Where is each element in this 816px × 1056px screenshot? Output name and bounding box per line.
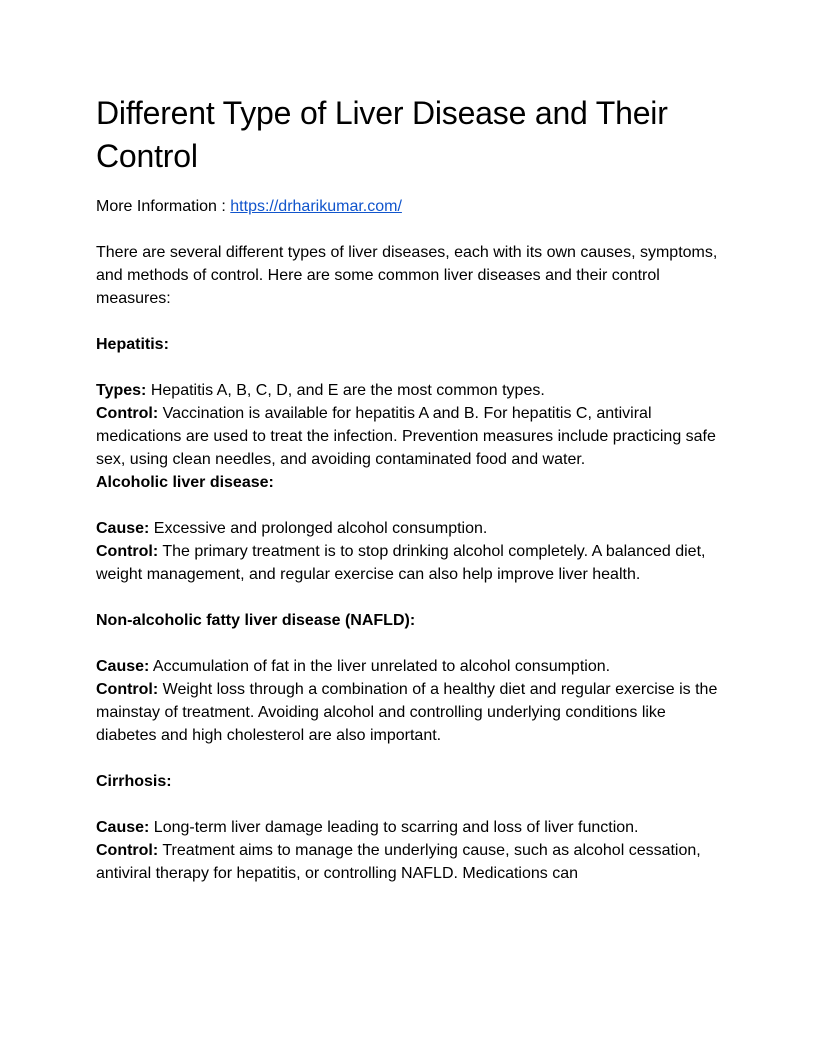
page-title: Different Type of Liver Disease and Their Control — [96, 95, 668, 174]
types-label: Types: — [96, 382, 147, 399]
alcoholic-heading: Alcoholic liver disease: — [96, 474, 274, 491]
hepatitis-heading: Hepatitis: — [96, 336, 169, 353]
hepatitis-control — [96, 402, 726, 471]
more-information-line — [96, 195, 726, 218]
control-label: Control: — [96, 405, 159, 422]
more-information-label: More Information : — [96, 198, 231, 215]
nafld-heading: Non-alcoholic fatty liver disease (NAFLD): — [96, 612, 416, 629]
nafld-cause — [96, 655, 726, 678]
alcoholic-control — [96, 540, 726, 586]
control-label: Control: — [96, 681, 159, 698]
nafld-control — [96, 678, 726, 747]
cause-text: Accumulation of fat in the liver unrelated to alcohol consumption. — [149, 658, 611, 675]
control-text: The primary treatment is to stop drinking alcohol completely. A balanced diet, weight management, and regular exercise can also help improve liver health. — [96, 543, 706, 583]
control-label: Control: — [96, 543, 159, 560]
cause-text: Long-term liver damage leading to scarring and loss of liver function. — [149, 819, 639, 836]
types-text: Hepatitis A, B, C, D, and E are the most common types. — [146, 382, 545, 399]
cause-label: Cause: — [96, 520, 150, 537]
cirrhosis-heading: Cirrhosis: — [96, 773, 172, 790]
cause-text: Excessive and prolonged alcohol consumption. — [149, 520, 488, 537]
hepatitis-types — [96, 379, 726, 402]
alcoholic-cause — [96, 517, 726, 540]
website-link[interactable]: https://drharikumar.com/ — [230, 198, 402, 215]
control-label: Control: — [96, 842, 159, 859]
control-text: Weight loss through a combination of a healthy diet and regular exercise is the mainstay of treatment. Avoiding alcohol and controlling underlying conditions like diabetes and high cholesterol are also important. — [96, 681, 718, 744]
control-text: Treatment aims to manage the underlying cause, such as alcohol cessation, antiviral therapy for hepatitis, or controlling NAFLD. Medications can — [96, 842, 701, 882]
document-page — [96, 92, 726, 885]
control-text: Vaccination is available for hepatitis A and B. For hepatitis C, antiviral medications are used to treat the infection. Prevention measures include practicing safe sex, using clean needles, and avoiding contaminated food and water. — [96, 405, 716, 468]
cause-label: Cause: — [96, 658, 150, 675]
cause-label: Cause: — [96, 819, 150, 836]
cirrhosis-control — [96, 839, 726, 885]
intro-paragraph: There are several different types of liver diseases, each with its own causes, symptoms, and methods of control. Here are some common liver diseases and their control measures: — [96, 244, 718, 307]
cirrhosis-cause — [96, 816, 726, 839]
